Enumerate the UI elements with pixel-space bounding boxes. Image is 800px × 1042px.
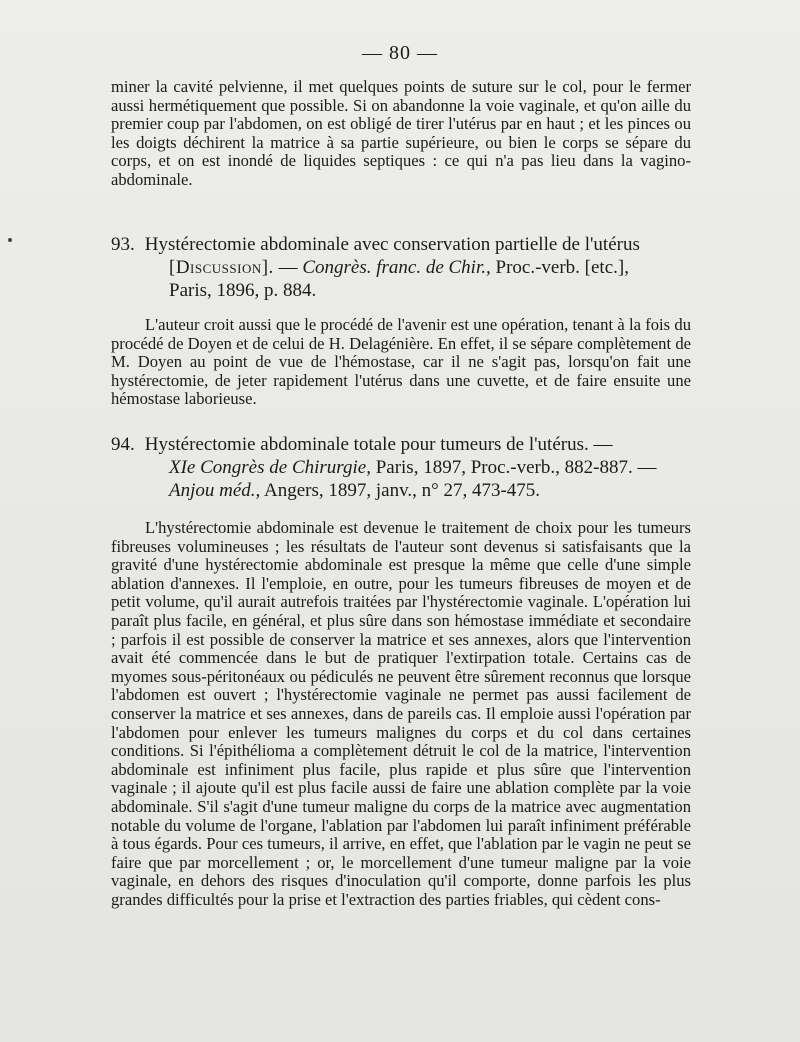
entry-title: Hystérectomie abdominale avec conservation partielle de l'utérus	[144, 234, 640, 255]
bibliography-entry-93	[111, 233, 696, 302]
entry-place-date: Angers, 1897, janv., n° 27, 473-475.	[260, 480, 541, 501]
entry-number: 94.	[111, 434, 135, 455]
paragraph-summary-93: L'auteur croit aussi que le procédé de l'avenir est une opération, tenant à la fois du procédé de Doyen et de celui de H. Delagénière. En effet, il se sépare complètement de M. Doyen au point de vue de l'hémostase, car il ne s'agit pas, lorsqu'on fait une hystérectomie, de jeter rapidement l'utérus dans une cuvette, et de faire ensuite une hémostase laborieuse.	[111, 315, 691, 409]
entry-number: 93.	[111, 234, 135, 255]
margin-dot-mark	[8, 238, 12, 242]
entry-dash: —	[273, 257, 303, 278]
entry-place-date: Paris, 1896, p. 884.	[169, 280, 317, 301]
bibliography-entry-94	[111, 433, 696, 502]
paragraph-summary-94: L'hystérectomie abdominale est devenue le traitement de choix pour les tumeurs fibreuses volumineuses ; les résultats de l'auteur sont devenus si satisfaisants que la gravité d'une hystérectomie abdominale est presque la même que celle d'une simple ablation d'annexes. Il l'emploie, en outre, pour les tumeurs fibreuses de moyen et de petit volume, qu'il aurait autrefois traitées par l'hystérectomie vaginale. L'opération lui paraît plus facile, en général, et plus sûre dans son hémostase immédiate et secondaire ; parfois il est possible de conserver la matrice et ses annexes, alors que l'intervention avait été commencée dans le but de pratiquer l'extirpation totale. Certains cas de myomes sous-péritonéaux ou pédiculés ne peuvent être sûrement reconnus que lorsque l'abdomen est ouvert ; l'hystérectomie vaginale ne permet pas aussi facilement de conserver la matrice et ses annexes, dans de pareils cas. Il emploie aussi l'opération par l'abdomen pour enlever les tumeurs malignes du corps et du col dans certaines conditions. Si l'épithélioma a complètement détruit le col de la matrice, l'intervention abdominale est infiniment plus facile, plus rapide et plus sûre que l'intervention vaginale ; il ajoute qu'il est plus facile aussi de faire une ablation complète par la voie abdominale. S'il s'agit d'une tumeur maligne du corps de la matrice avec augmentation notable du volume de l'organe, l'ablation par l'abdomen lui paraît infiniment préférable à tous égards. Pour ces tumeurs, il arrive, en effet, que l'ablation par le vagin ne peut se faire que par morcellement ; or, le morcellement d'une tumeur maligne par la voie vaginale, en dehors des risques d'inoculation qu'il comporte, donne parfois les plus grandes difficultés pour la prise et l'extraction des parties friables, qui cèdent cons-	[111, 518, 691, 909]
entry-title: Hystérectomie abdominale totale pour tumeurs de l'utérus. —	[144, 434, 613, 455]
entry-proceedings: Proc.-verb. [etc.],	[490, 257, 629, 278]
entry-proceedings: Paris, 1897, Proc.-verb., 882-887. —	[370, 457, 657, 478]
page-number: — 80 —	[362, 42, 438, 64]
paragraph-continuation: miner la cavité pelvienne, il met quelques points de suture sur le col, pour le fermer aussi hermétiquement que possible. Si on abandonne la voie vaginale, et qu'on aille du premier coup par l'abdomen, on est obligé de tirer l'utérus par en haut ; et les pinces ou les doigts déchirent la matrice à sa partie supérieure, ou bien le corps se sépare du corps, et on est inondé de liquides septiques : ce qui n'a pas lieu dans la vagino-abdominale.	[111, 77, 691, 189]
entry-congress: XIe Congrès de Chirurgie,	[169, 457, 371, 478]
entry-journal: Congrès. franc. de Chir.,	[302, 257, 491, 278]
entry-journal: Anjou méd.,	[169, 480, 261, 501]
entry-discussion-tag: [Discussion].	[169, 257, 274, 278]
